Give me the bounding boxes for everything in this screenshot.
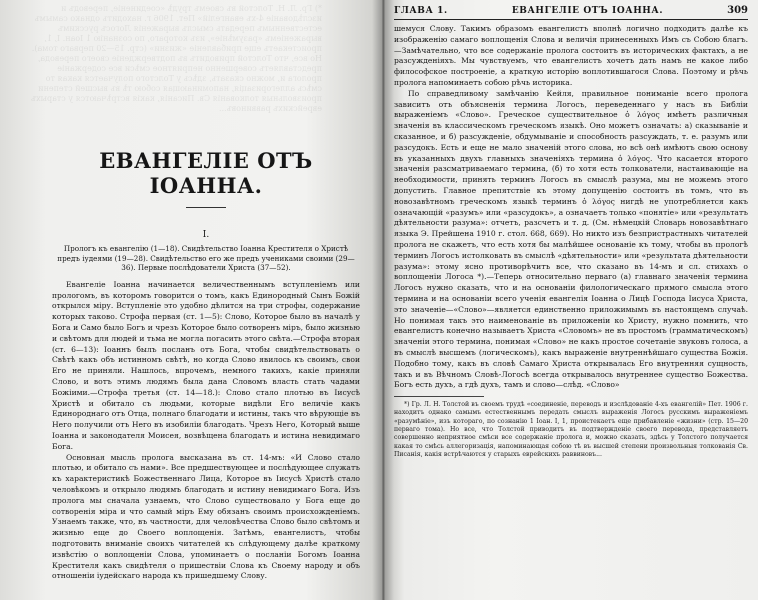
bleed-through-text: *) Гр. Л. Н. Толстой въ своемъ трудѣ «соединеніе, переводъ и изслѣдованіе 4-хъ евангелій» Пет. 1906 г. находитъ однако самымъ естественнымъ передать смыслъ выраженія Логосъ русскимъ выраженіемъ «разумѣніе», изъ котораго, по сознанію 1 Іоан. I, 1, проистекаетъ еще прибавленіе «жизни» (стр. 15—20 перваго тома). Но все, что Толстой приводитъ въ подтвержденіе своего перевода, представляетъ совершенно неприятное смѣси все содержаніе пролога и, можно сказать, здѣсь у Толстого получается какая то смѣсь аллегоризація, напоминающая собою тѣ въ высшей степени произвольныя толкованія Св. Писанія, какія встрѣчаются у старыхъ еврейскихъ раввиновъ...: [30, 4, 322, 113]
right-page: [382, 0, 758, 600]
chapter-summary: Прологъ къ евангелію (1—18). Свидѣтельство Іоанна Крестителя о Христѣ предъ іудеями (19—28). Свидѣтельство его же предъ учениками своими (29—36). Первые послѣдователи Христа (37—52).: [57, 244, 355, 273]
header-book-title: ЕВАНГЕЛІЕ ОТЪ ІОАННА.: [511, 6, 664, 16]
right-paragraph-2: По справедливому замѣчанію Кейля, правильное пониманіе всего пролога зависитъ отъ объясненія термина Логосъ, переведеннаго у насъ въ Библіи выраженіемъ «Слово». Греческое существительное ὁ λόγος имѣетъ различныя значенія въ классическомъ греческомъ языкѣ. Оно можетъ означать: a) сказываніе и сказанное, и б) разсужденіе, обдумываніе и способность разсуждать, т. е. разумъ или разсудокъ. Есть и еще не мало значеній этого слова, но всѣ онѣ имѣютъ свою основу въ указанныхъ двухъ главныхъ значеніяхъ термина ὁ λόγος. Что касается второго значенія разсматриваемаго термина, (б) то хотя есть толкователи, настаивающіе на необходимости, принять терминъ Логосъ въ смыслѣ разума, мы не можемъ этого допустить. Главное препятствіе къ этому допущенію состоитъ въ томъ, что въ новозавѣтномъ греческомъ языкѣ терминъ ὁ λόγος нигдѣ не употребляется какъ означающій «разумъ» или «разсудокъ», а означаетъ только «понятіе» или «результатъ дѣятельности разума»: отчетъ, разсчетъ и т. д. (См. нѣмецкій Словарь новозавѣтнаго языка Э. Прейшена 1910 г. стол. 668, 669). Но никто изъ безпристрастныхъ читателей пролога не скажетъ, что есть хотя бы малѣйшее основаніе къ тому, чтобы въ прологѣ терминъ Логосъ истолковать въ смыслѣ «дѣятельности» или «результата дѣятельности разума»: этому ясно противорѣчитъ все, что сказано въ 14-мъ и сл. стихахъ о воплощеніи Логоса *).—Теперь относительно перваго (а) главнаго значенія термина Логосъ нужно сказать, что и на основаніи филологическаго прямого смысла этого термина и на основаніи всего ученія евангелія Іоанна о Лицѣ Господа Іисуса Христа, это значеніе—«Слово»—является единственно приложимымъ въ настоящемъ случаѣ. Но понимая такъ это наименованіе въ приложеніи ко Христу, нужно помнить, что евангелистъ конечно называетъ Христа «Словомъ» не въ простомъ (грамматическомъ) значеніи этого термина, понимая «Слово» не какъ простое сочетаніе звуковъ голоса, а въ смыслѣ высшемъ (логическомъ), какъ выраженіе внутреннѣйшаго существа Божія. Подобно тому, какъ въ словѣ Самаго Христа открывалась Его внутренняя сущность, такъ и въ Вѣчномъ Словѣ-Логосѣ всегда открывалось внутреннее существо Божества. Богъ есть духъ, а гдѣ духъ, тамъ и слово—слѣд. «Слово»: [394, 88, 748, 390]
left-paragraph-2: Основная мысль пролога высказана въ ст. 14-мъ: «И Слово стало плотью, и обитало съ нами». Все предшествующее и послѣдующее служатъ къ характеристикѣ Божественнаго Лица, Которое въ Іисусѣ Христѣ стало человѣкомъ и открыло людямъ благодать и истину невидимаго Бога. Изъ пролога мы сначала узнаемъ, что Слово существовало у Бога еще до сотворенія міра и что самый міръ Ему обязанъ своимъ происхожденіемъ. Узнаемъ также, что, въ частности, для человѣчества Слово было свѣтомъ и жизнью еще до Своего воплощенія. Затѣмъ, евангелистъ, чтобы подготовить вниманіе своихъ читателей къ слѣдующему далѣе краткому извѣстію о воплощеніи Слова, упоминаетъ о посланіи Богомъ Іоанна Крестителя какъ свидѣтеля о пришествіи Слова къ Своему народу и объ отношеніи іудейскаго народа къ пришедшему Слову.: [52, 452, 360, 581]
book-gutter: [372, 0, 394, 600]
chapter-number: I.: [202, 230, 210, 240]
left-paragraph-1: Евангеліе Іоанна начинается величественнымъ вступленіемъ или прологомъ, въ которомъ говорится о томъ, какъ Единородный Сынъ Божій открылся міру. Вступленіе это удобно дѣлится на три строфы, содержание которых таково. Строфа первая (ст. 1—5): Слово, Которое было въ началѣ у Бога и Само было Богъ и чрезъ Которое было сотворенъ міръ, было жизнью и свѣтомъ для людей и тьма не могла погасить этого свѣта.—Строфа вторая (ст. 6—13): Іоаннъ былъ посланъ отъ Бога, чтобы свидѣтельствовать о Свѣтѣ какъ объ истинномъ свѣтѣ, но когда Слово явилось къ своимъ, свои Его не приняли. Нашлось, впрочемъ, немного такихъ, какіе приняли Слово, и вотъ этимъ людямъ была дана Словомъ власть стать чадами Божіими.—Строфа третья (ст. 14—18.): Слово стало плотью въ Іисусѣ Христѣ и обитало съ людьми, которые видѣли Его величіе какъ Единороднаго отъ Отца, полнаго благодати и истины, такъ что вѣрующіе въ Него получили отъ Него въ изобиліи благодать. Чрезъ Него, Который выше Іоанна и законодателя Моисея, возвѣщена благодать и истина невидимаго Бога.: [52, 279, 360, 451]
page-number: 309: [727, 5, 748, 16]
footnote: *) Гр. Л. Н. Толстой въ своемъ трудѣ «соединеніе, переводъ и изслѣдованіе 4-хъ евангелій» Пет. 1906 г. находитъ однако самымъ естественнымъ передать смыслъ выраженія Логосъ русскимъ выраженіемъ «разумѣніе», изъ котораго, по сознанію 1 Іоан. I, 1, проистекаетъ еще прибавленіе «жизни» (стр. 15—20 перваго тома). Но все, что Толстой приводитъ въ подтвержденіе своего перевода, представляетъ совершенно неприятное смѣси все содержаніе пролога и, можно сказать, здѣсь у Толстого получается какая то смѣсь аллегоризація, напоминающая собою тѣ въ высшей степени произвольныя толкованія Св. Писанія, какія встрѣчаются у старыхъ еврейскихъ раввиновъ...: [394, 401, 748, 458]
running-header: [394, 0, 748, 20]
header-chapter: ГЛАВА 1.: [394, 6, 448, 16]
page-title: ЕВАНГЕЛІЕ ОТЪ ІОАННА.: [99, 148, 313, 198]
right-paragraph-1: шемуся Слову. Такимъ образомъ евангелистъ вполнѣ логично подходитъ далѣе къ изображенію самаго воплощенія Слова и величія принесенныхъ Имъ съ Собою благъ.—Замѣчательно, что все содержаніе пролога состоитъ въ исторических фактахъ, а не разсужденіяхъ. Мы чувствуемъ, что евангелистъ хочетъ дать намъ не какое либо философское построеніе, а краткую исторію воплотившагося Слова. Поэтому и рѣчь пролога напоминаетъ собою рѣчь историка.: [394, 24, 748, 87]
title-divider: [186, 207, 226, 208]
footnote-divider: [394, 396, 484, 397]
